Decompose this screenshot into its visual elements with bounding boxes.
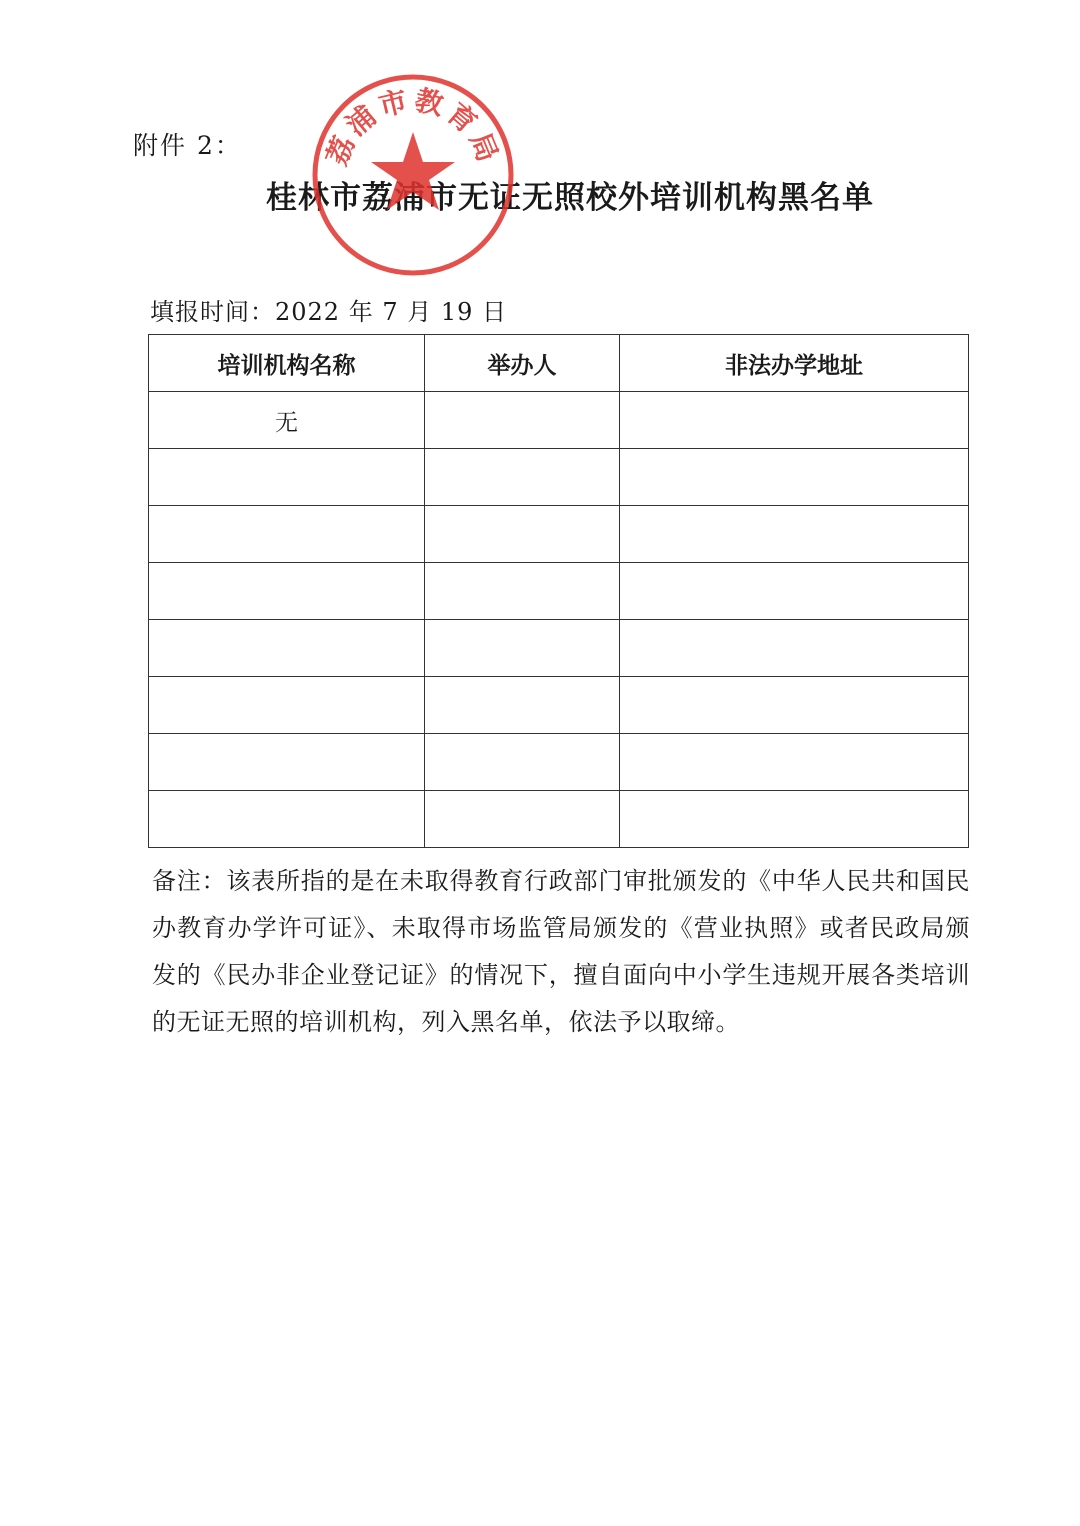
- table-cell: [620, 392, 969, 449]
- table-row: [149, 620, 969, 677]
- table-cell: [620, 620, 969, 677]
- table-cell: [149, 734, 425, 791]
- table-cell: [149, 506, 425, 563]
- seal-org-text: 荔浦市教育局: [319, 83, 507, 170]
- column-header-organizer: 举办人: [425, 335, 620, 392]
- document-title: 桂林市荔浦市无证无照校外培训机构黑名单: [266, 180, 874, 216]
- table-cell: [425, 563, 620, 620]
- table-cell: [620, 677, 969, 734]
- attachment-label: 附件 2：: [133, 131, 242, 160]
- table-cell: [149, 791, 425, 848]
- official-seal: [308, 70, 518, 280]
- table-row: [149, 449, 969, 506]
- table-row: [149, 563, 969, 620]
- remarks-note: 备注：该表所指的是在未取得教育行政部门审批颁发的《中华人民共和国民办教育办学许可证》、未取得市场监管局颁发的《营业执照》或者民政局颁发的《民办非企业登记证》的情况下，擅自面向中小学生违规开展各类培训的无证无照的培训机构，列入黑名单，依法予以取缔。: [152, 867, 970, 1036]
- table-cell: [149, 563, 425, 620]
- column-header-address: 非法办学地址: [620, 335, 969, 392]
- table-cell: [620, 449, 969, 506]
- table-row: [149, 677, 969, 734]
- table-cell: [425, 791, 620, 848]
- fill-date: 填报时间：2022 年 7 月 19 日: [150, 298, 508, 326]
- blacklist-table-container: [148, 334, 968, 848]
- table-cell: [425, 620, 620, 677]
- table-cell: [149, 677, 425, 734]
- table-row: [149, 734, 969, 791]
- table-cell: [149, 449, 425, 506]
- table-cell: [425, 506, 620, 563]
- table-cell: [620, 563, 969, 620]
- table-cell: [620, 791, 969, 848]
- table-header-row: [149, 335, 969, 392]
- table-cell: [425, 392, 620, 449]
- table-cell: [425, 734, 620, 791]
- blacklist-table: [148, 334, 969, 848]
- star-icon: [371, 132, 455, 210]
- table-cell: [425, 677, 620, 734]
- table-cell: [620, 734, 969, 791]
- table-row: [149, 392, 969, 449]
- table-cell: 无: [149, 392, 425, 449]
- table-row: [149, 506, 969, 563]
- table-row: [149, 791, 969, 848]
- table-cell: [425, 449, 620, 506]
- table-cell: [620, 506, 969, 563]
- table-cell: [149, 620, 425, 677]
- column-header-institution: 培训机构名称: [149, 335, 425, 392]
